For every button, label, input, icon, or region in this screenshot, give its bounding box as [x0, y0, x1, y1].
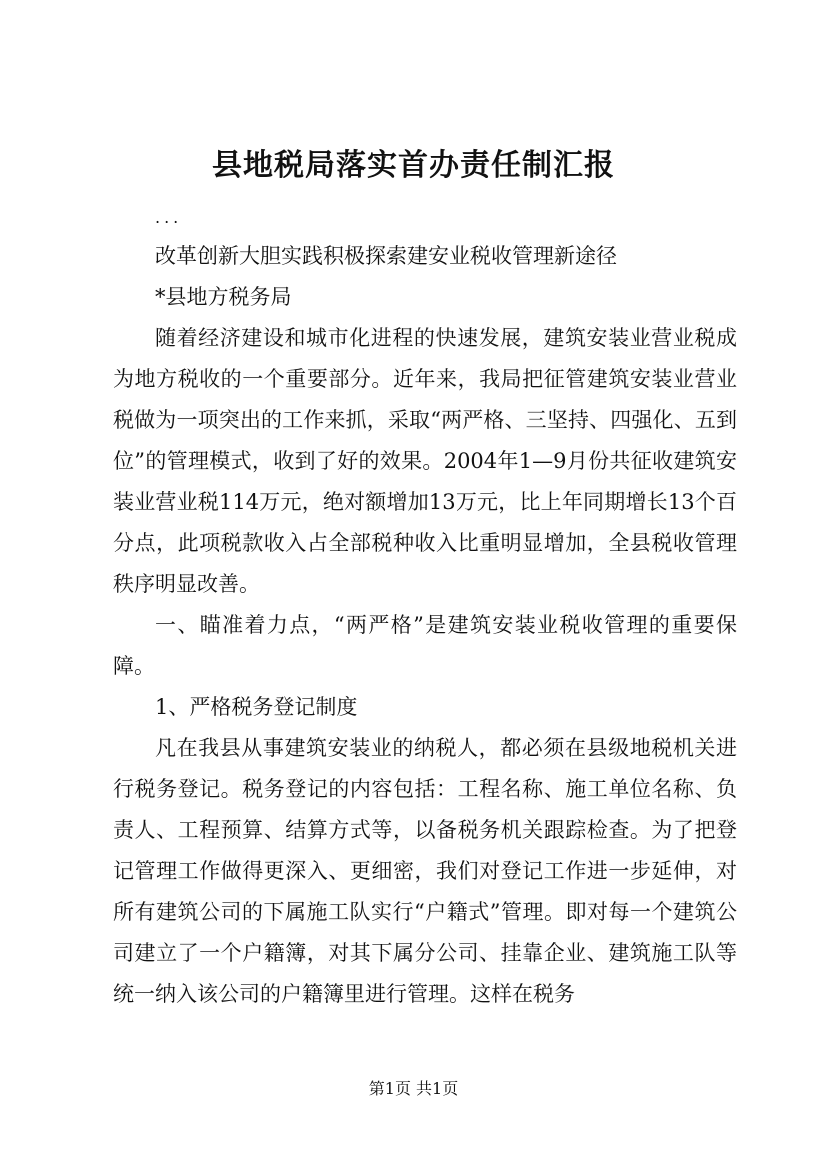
ellipsis-mark: ... [155, 208, 183, 227]
author-paragraph: *县地方税务局 [155, 285, 292, 309]
document-body [113, 236, 737, 1015]
section-heading: 一、瞄准着力点，“两严格”是建筑安装业税收管理的重要保障。 [113, 613, 737, 678]
document-title: 县地税局落实首办责任制汇报 [212, 148, 615, 183]
body-paragraph: 凡在我县从事建筑安装业的纳税人，都必须在县级地税机关进行税务登记。税务登记的内容包括：工程名称、施工单位名称、负责人、工程预算、结算方式等，以备税务机关跟踪检查。为了把登记管理工作做得更深入、更细密，我们对登记工作进一步延伸，对所有建筑公司的下属施工队实行“户籍式”管理。即对每一个建筑公司建立了一个户籍簿，对其下属分公司、挂靠企业、建筑施工队等统一纳入该公司的户籍簿里进行管理。这样在税务 [113, 736, 737, 1006]
subsection-heading: 1、严格税务登记制度 [155, 695, 358, 719]
subtitle-paragraph: 改革创新大胆实践积极探索建安业税收管理新途径 [155, 244, 617, 268]
body-paragraph: 随着经济建设和城市化进程的快速发展，建筑安装业营业税成为地方税收的一个重要部分。近年来，我局把征管建筑安装业营业税做为一项突出的工作来抓，采取“两严格、三坚持、四强化、五到位”的管理模式，收到了好的效果。2004年1—9月份共征收建筑安装业营业税114万元，绝对额增加13万元，比上年同期增长13个百分点，此项税款收入占全部税种收入比重明显增加，全县税收管理秩序明显改善。 [113, 326, 737, 596]
page-footer: 第1页 共1页 [368, 1079, 459, 1098]
